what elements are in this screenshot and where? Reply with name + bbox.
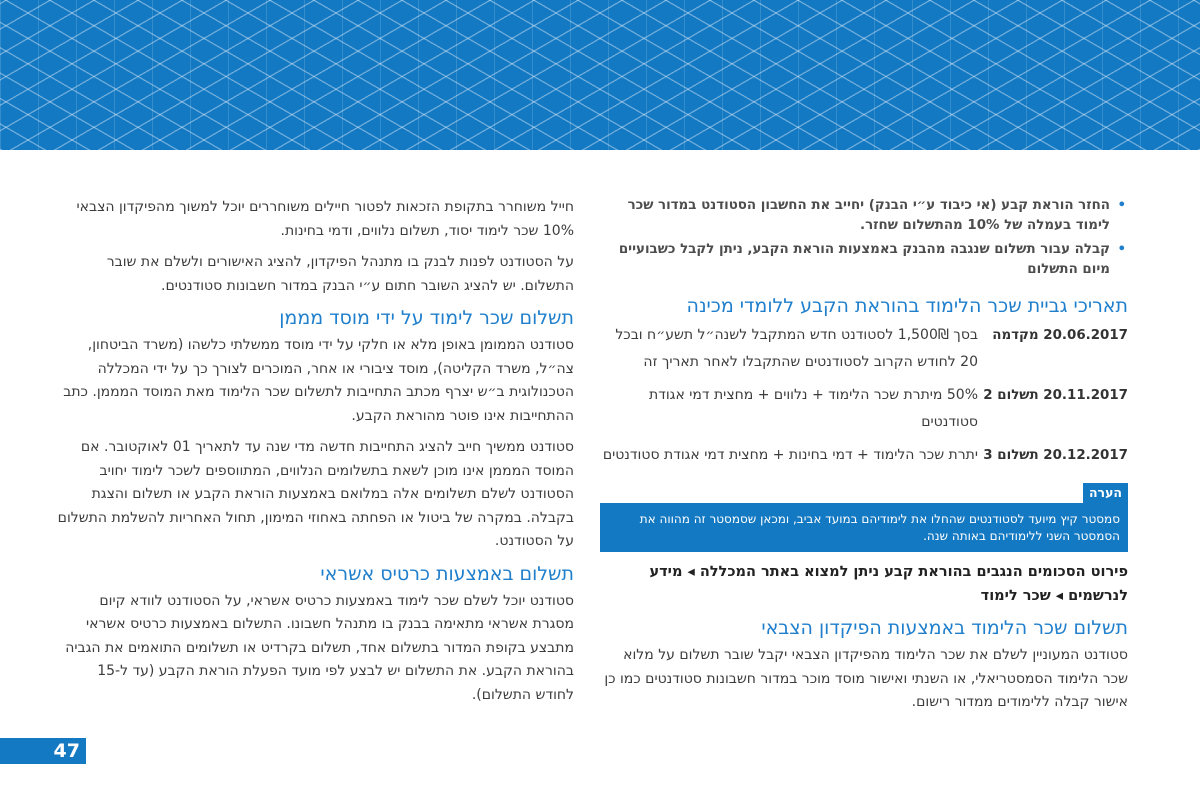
left-column — [56, 196, 574, 707]
date-label: 20.12.2017 תשלום 3 — [983, 448, 1128, 463]
header-banner — [0, 0, 1200, 150]
date-text: 50% מיתרת שכר הלימוד + נלווים + מחצית דמי אגודת סטודנטים — [649, 387, 978, 430]
army-deposit-text: סטודנט המעוניין לשלם את שכר הלימוד מהפיקדון הצבאי יקבל שובר תשלום על מלוא שכר הלימוד הסמסטריאלי, או השנתי ואישור מוסד מוכר במדור חשבונות סטודנטים כמו כן אישור קבלה ללימודים ממדור רישום. — [604, 647, 1128, 710]
bullet-item: • החזר הוראת קבע (אי כיבוד ע״י הבנק) יחייב את החשבון הסטודנט במדור שכר לימוד בעמלה של 10% מהתשלום שחזר. — [627, 198, 1126, 233]
credit-card-heading: תשלום באמצעות כרטיס אשראי — [320, 562, 574, 585]
dates-table — [600, 322, 1128, 469]
paragraph: סטודנט הממומן באופן מלא או חלקי על ידי מוסד ממשלתי כלשהו (משרד הביטחון, צה״ל, משרד הקליטה), מוסד ציבורי או אחר, המוכרים לצורך כך על ידי המכללה הטכנולוגית ב״ש יצרף מכתב התחייבות לתשלום שכר הלימוד מאת המוסד המממן. כתב ההתחייבות אינו פוטר מהוראת הקבע. — [63, 337, 574, 424]
note-title: הערה — [1083, 483, 1128, 503]
date-row — [600, 442, 1128, 469]
date-row — [600, 382, 1128, 436]
bullet-dot-icon: • — [1117, 198, 1126, 213]
website-reference: פירוט הסכומים הנגבים בהוראת קבע ניתן למצוא באתר המכללה ◂ מידע לנרשמים ◂ שכר לימוד — [649, 564, 1128, 604]
date-text: יתרת שכר הלימוד + דמי בחינות + מחצית דמי אגודת סטודנטים — [602, 447, 978, 463]
army-deposit-heading: תשלום שכר הלימוד באמצעות הפיקדון הצבאי — [761, 617, 1128, 639]
note-text: סמסטר קיץ מיועד לסטודנטים שהחלו את לימודיהם במועד אביב, ומכאן שסמסטר זה מהווה את הסמסטר השני ללימודיהם באותה שנה. — [600, 505, 1128, 552]
date-label: 20.11.2017 תשלום 2 — [983, 388, 1128, 403]
credit-card-text: סטודנט יוכל לשלם שכר לימוד באמצעות כרטיס אשראי, על הסטודנט לוודא קיום מסגרת אשראי מתאימה בבנק בו מתנהל חשבונו. התשלום באמצעות כרטיס אשראי מתבצע בקופת המדור בתשלום אחד, תשלום בקרדיט או תשלומים התואמים את הגביה בהוראת הקבע. את התשלום יש לבצע לפי מועד הפעלת הוראת הקבע (עד ל-15 לחודש התשלום). — [65, 592, 574, 703]
paragraph: סטודנט ממשיך חייב להציג התחייבות חדשה מדי שנה עד לתאריך 01 לאוקטובר. אם המוסד המממן אינו מוכן לשאת בתשלומים הנלווים, המתווספים לשכר לימוד יחויב הסטודנט לשלם תשלומים אלה במלואם באמצעות הוראת הקבע או תשלום והצגת בקבלה. במקרה של ביטול או הפחתה באחוזי המימון, תחול האחריות להשלמת התשלום על הסטודנט. — [57, 439, 574, 549]
date-text: בסך 1,500₪ לסטודנט חדש המתקבל לשנה״ל תשע״ח ובכל 20 לחודש הקרוב לסטודנטים שהתקבלו לאחר תאריך זה — [615, 327, 978, 370]
bullet-item: • קבלה עבור תשלום שנגבה מהבנק באמצעות הוראת הקבע, ניתן לקבל כשבועיים מיום התשלום — [618, 242, 1126, 277]
paragraph: חייל משוחרר בתקופת הזכאות לפטור חיילים משוחררים יוכל למשוך מהפיקדון הצבאי 10% שכר לימוד יסוד, תשלום נלווים, ודמי בחינות. — [76, 199, 574, 239]
date-row — [600, 322, 1128, 376]
paragraph: על הסטודנט לפנות לבנק בו מתנהל הפיקדון, להציג האישורים ולשלם את שובר התשלום. יש להציג השובר חתום ע״י הבנק במדור חשבונות סטודנטים. — [106, 254, 574, 294]
bullet-dot-icon: • — [1117, 242, 1126, 257]
date-label: 20.06.2017 מקדמה — [992, 328, 1128, 343]
note-box — [600, 483, 1128, 552]
bullet-list — [600, 196, 1128, 280]
dates-heading: תאריכי גביית שכר הלימוד בהוראת הקבע ללומדי מכינה — [686, 295, 1128, 317]
right-column — [600, 196, 1128, 715]
page-number: 47 — [0, 738, 86, 764]
funded-heading: תשלום שכר לימוד על ידי מוסד מממן — [279, 307, 574, 329]
